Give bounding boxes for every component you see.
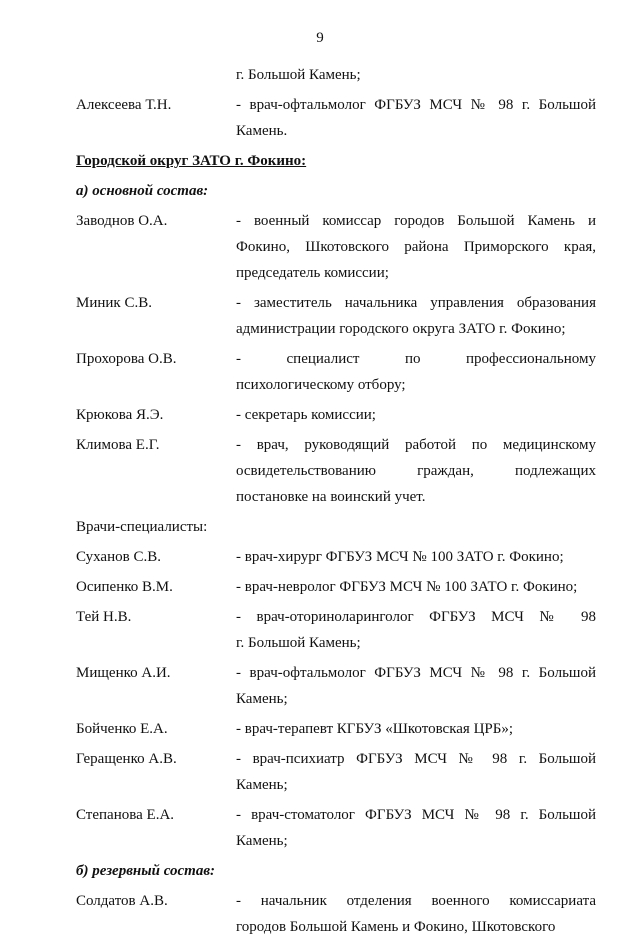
member-position (236, 432, 596, 510)
position-line: - врач-оториноларинголог ФГБУЗ МСЧ № 98 (236, 609, 596, 625)
position-line: Камень; (236, 777, 288, 793)
member-position (236, 346, 596, 398)
member-row (76, 290, 596, 342)
member-position (236, 62, 596, 88)
position-line: - врач-стоматолог ФГБУЗ МСЧ № 98 г. Большой (236, 807, 596, 823)
member-position (236, 402, 596, 428)
member-position (236, 746, 596, 798)
position-line: Фокино, Шкотовского района Приморского края, (236, 239, 596, 255)
position-line: г. Большой Камень; (236, 67, 361, 83)
document-body (76, 62, 596, 940)
reserve-members-list (76, 888, 596, 940)
member-position (236, 604, 596, 656)
main-members-list (76, 208, 596, 510)
position-line: постановке на воинский учет. (236, 489, 426, 505)
member-position (236, 574, 596, 600)
position-line: - врач, руководящий работой по медицинскому (236, 437, 596, 453)
member-row (76, 716, 596, 742)
member-name: Солдатов А.В. (76, 893, 168, 909)
member-row (76, 574, 596, 600)
position-line: администрации городского округа ЗАТО г. Фокино; (236, 321, 566, 337)
position-line: - врач-психиатр ФГБУЗ МСЧ № 98 г. Большой (236, 751, 596, 767)
member-name: Бойченко Е.А. (76, 721, 168, 737)
member-name: Крюкова Я.Э. (76, 407, 164, 423)
member-name: Прохорова О.В. (76, 351, 177, 367)
main-composition-label: а) основной состав: (76, 183, 209, 199)
member-row (76, 402, 596, 428)
position-line: психологическому отбору; (236, 377, 406, 393)
reserve-composition-label: б) резервный состав: (76, 863, 216, 879)
member-position (236, 660, 596, 712)
member-row (76, 802, 596, 854)
position-line: г. Большой Камень; (236, 635, 361, 651)
position-line: - врач-офтальмолог ФГБУЗ МСЧ № 98 г. Большой (236, 97, 596, 113)
member-row (76, 604, 596, 656)
continuation-block (76, 62, 596, 144)
member-position (236, 92, 596, 144)
member-row (76, 888, 596, 940)
member-row (76, 544, 596, 570)
position-line: Камень; (236, 691, 288, 707)
member-name: Суханов С.В. (76, 549, 161, 565)
member-row (76, 660, 596, 712)
member-position (236, 802, 596, 854)
position-line: - врач-терапевт КГБУЗ «Шкотовская ЦРБ»; (236, 721, 514, 737)
position-line: Камень. (236, 123, 288, 139)
member-row (76, 62, 596, 88)
member-name: Климова Е.Г. (76, 437, 160, 453)
position-line: - врач-невролог ФГБУЗ МСЧ № 100 ЗАТО г. Фокино; (236, 579, 578, 595)
section-title: Городской округ ЗАТО г. Фокино: (76, 153, 307, 169)
position-line: - военный комиссар городов Большой Камень и (236, 213, 596, 229)
member-name: Миник С.В. (76, 295, 152, 311)
member-name: Степанова Е.А. (76, 807, 175, 823)
position-line: - врач-офтальмолог ФГБУЗ МСЧ № 98 г. Большой (236, 665, 596, 681)
member-name: Геращенко А.В. (76, 751, 177, 767)
member-name: Осипенко В.М. (76, 579, 173, 595)
position-line: - специалист по профессиональному (236, 351, 596, 367)
member-row (76, 432, 596, 510)
position-line: - заместитель начальника управления образования (236, 295, 596, 311)
member-name: Алексеева Т.Н. (76, 97, 172, 113)
doctors-list (76, 544, 596, 854)
member-row (76, 92, 596, 144)
position-line: городов Большой Камень и Фокино, Шкотовского (236, 919, 556, 935)
member-name: Тей Н.В. (76, 609, 132, 625)
page-number: 9 (316, 30, 324, 46)
member-position (236, 290, 596, 342)
member-name: Мищенко А.И. (76, 665, 171, 681)
position-line: - начальник отделения военного комиссариата (236, 893, 596, 909)
position-line: - секретарь комиссии; (236, 407, 376, 423)
position-line: председатель комиссии; (236, 265, 389, 281)
member-position (236, 888, 596, 940)
member-position (236, 716, 596, 742)
position-line: освидетельствованию граждан, подлежащих (236, 463, 596, 479)
doctors-label: Врачи-специалисты: (76, 519, 208, 535)
member-name: Заводнов О.А. (76, 213, 168, 229)
member-row (76, 346, 596, 398)
member-position (236, 544, 596, 570)
member-row (76, 208, 596, 286)
position-line: - врач-хирург ФГБУЗ МСЧ № 100 ЗАТО г. Фокино; (236, 549, 564, 565)
member-position (236, 208, 596, 286)
position-line: Камень; (236, 833, 288, 849)
member-row (76, 746, 596, 798)
